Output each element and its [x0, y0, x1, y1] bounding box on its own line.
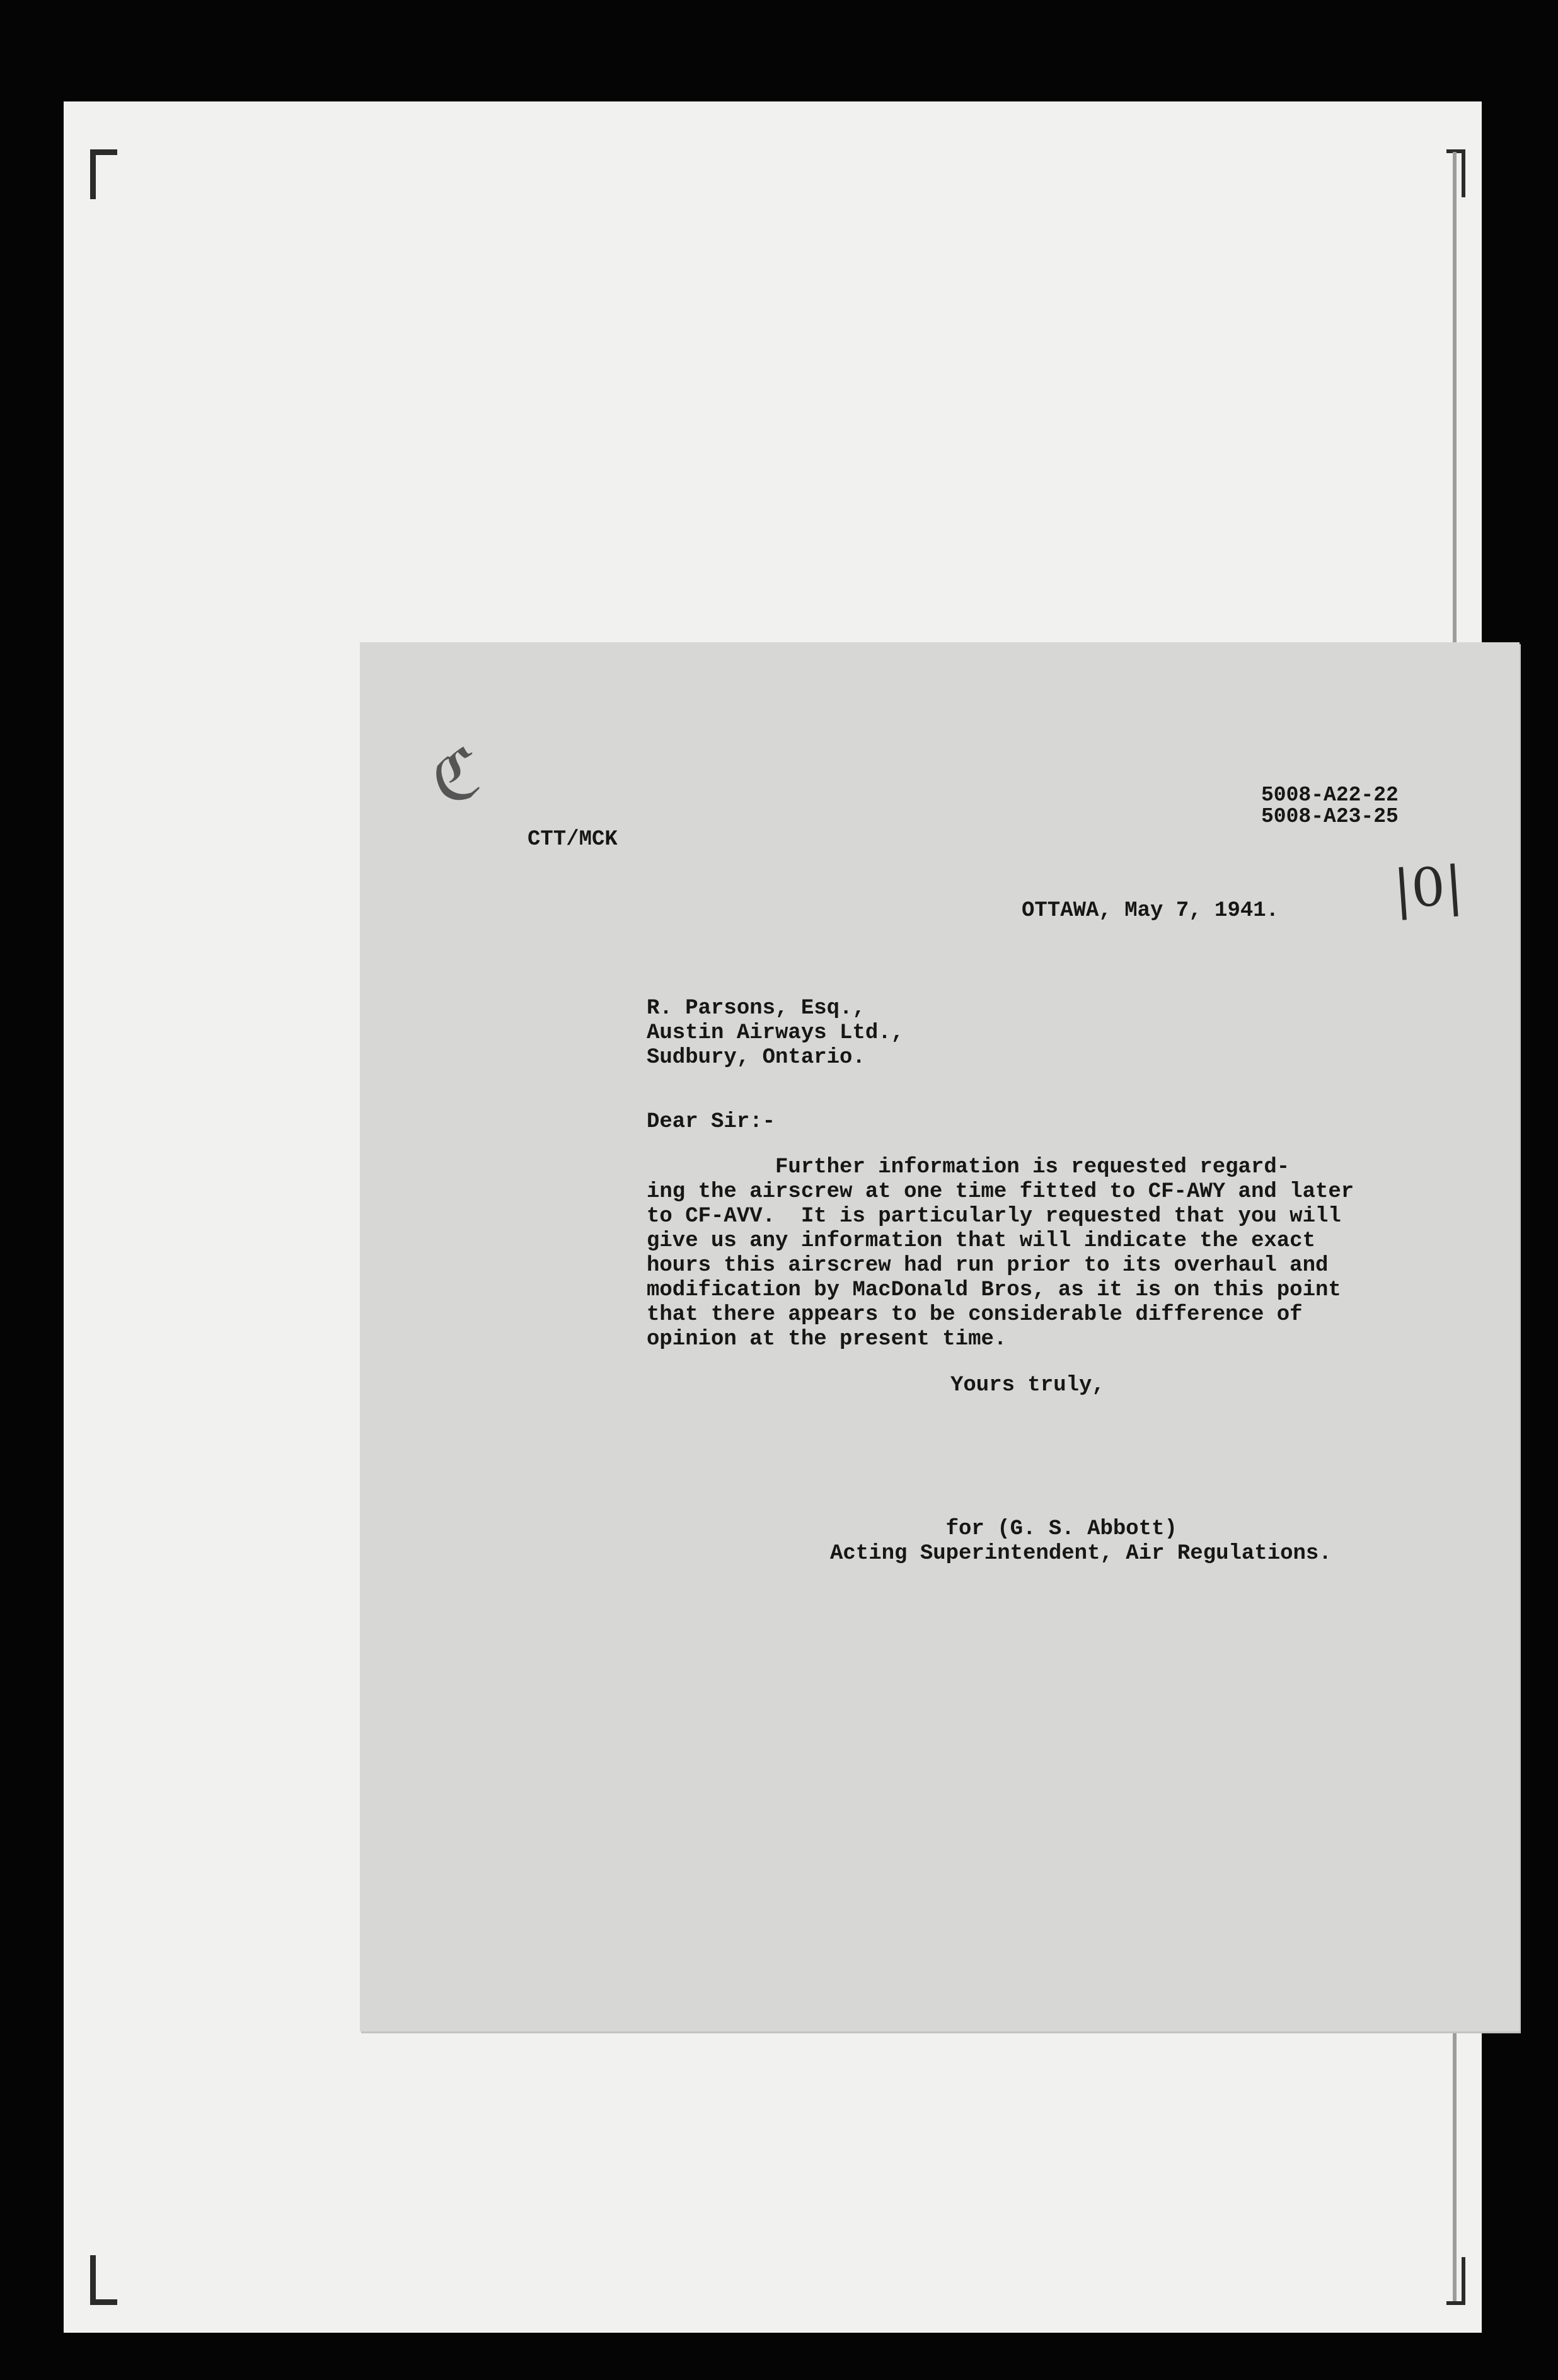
place-and-date: OTTAWA, May 7, 1941. — [1022, 899, 1279, 923]
crop-mark-top-left — [90, 149, 117, 199]
crop-mark-bottom-left — [90, 2255, 117, 2305]
photo-mount — [64, 101, 1482, 2333]
signature-block: for (G. S. Abbott) Acting Superintendent, Air Regulations. — [830, 1517, 1332, 1566]
complimentary-close: Yours truly, — [950, 1373, 1105, 1397]
letter-body: Further information is requested regard- ing the airscrew at one time fitted to CF-AWY and later to CF-AVV. It is particularly requested that you will give us any information that will indicate the exact hours this airscrew had run prior to its overhaul and modification by MacDonald Bros, as it is on this point that there appears to be considerable difference of opinion at the present time. — [647, 1155, 1354, 1351]
recipient-address: R. Parsons, Esq., Austin Airways Ltd., Sudbury, Ontario. — [647, 996, 904, 1070]
handwritten-page-number: |0| — [1391, 854, 1465, 921]
typist-initials: CTT/MCK — [528, 828, 618, 852]
handwritten-mark: ℭ — [424, 732, 488, 820]
letter-page — [360, 642, 1520, 2031]
salutation: Dear Sir:- — [647, 1110, 776, 1134]
file-reference-numbers: 5008-A22-22 5008-A23-25 — [1261, 783, 1399, 828]
